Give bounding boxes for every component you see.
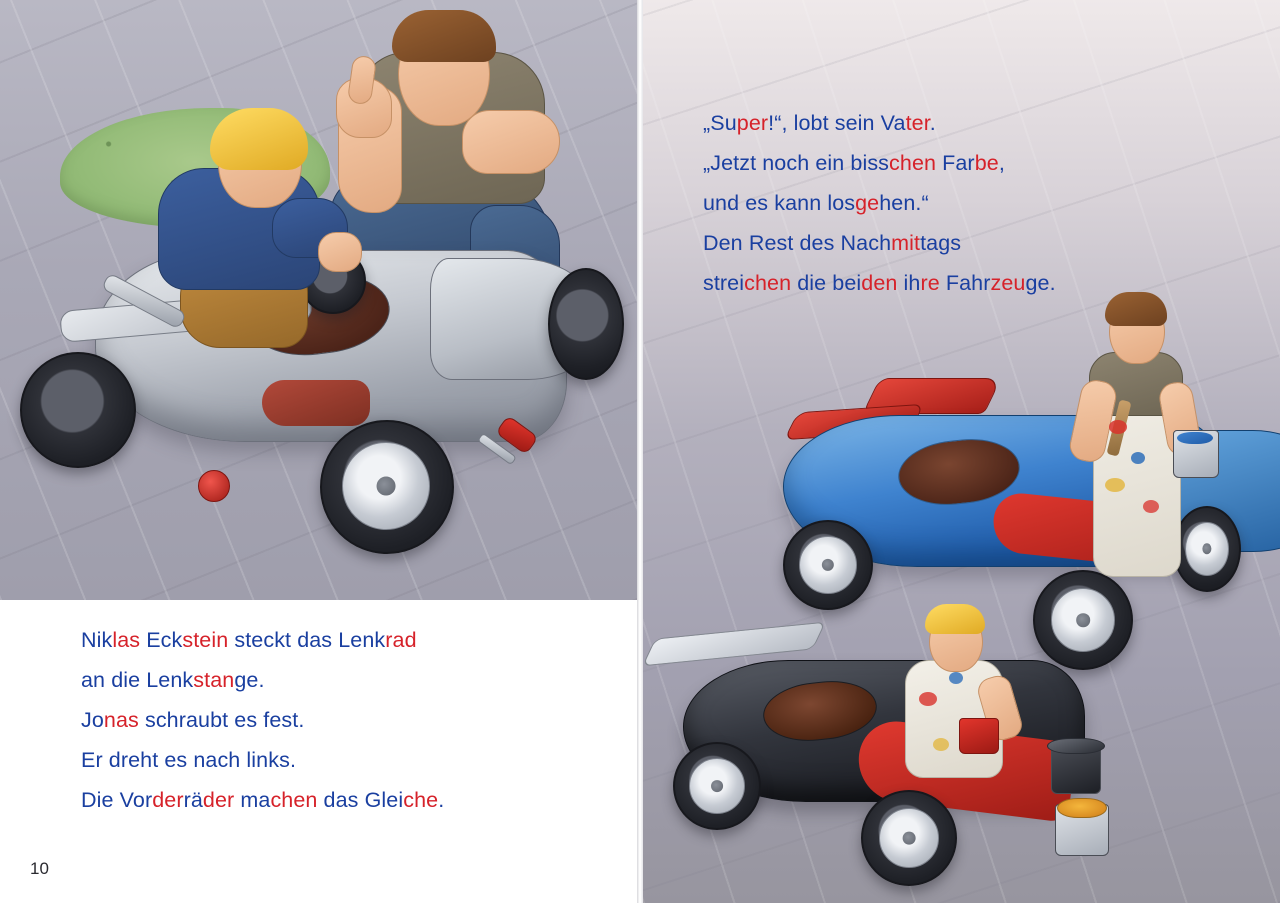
boy-painter-hair <box>925 604 985 634</box>
text-line: streichen die beiden ihre Fahrzeuge. <box>703 271 1056 295</box>
paint-splatter <box>1105 478 1125 492</box>
blue-car-hubcap-front-left <box>1051 588 1115 652</box>
paint-splatter <box>1109 420 1127 434</box>
paint-splatter <box>1143 500 1159 513</box>
father-hair <box>392 10 496 62</box>
soapbox-wheel-rear-left <box>20 352 136 468</box>
paint-splatter <box>919 692 937 706</box>
illustration-boy-and-father-assembling-soapbox-car <box>0 0 637 600</box>
soapbox-car-red-light <box>198 470 230 502</box>
father-arm-left <box>462 110 560 174</box>
paint-splatter <box>949 672 963 684</box>
boy-hand <box>318 232 362 272</box>
soapbox-hubcap-front-left <box>342 442 430 530</box>
soapbox-wheel-front-right <box>548 268 624 380</box>
page-number-left: 10 <box>30 859 49 878</box>
book-gutter <box>637 0 643 903</box>
right-page-text <box>703 103 1056 303</box>
text-line: „Super!“, lobt sein Vater. <box>703 111 936 135</box>
blue-car-hubcap-right <box>1185 522 1229 576</box>
text-line: „Jetzt noch ein bisschen Farbe, <box>703 151 1005 175</box>
black-car-hubcap-front-left <box>879 808 939 868</box>
paint-can-red-held <box>959 718 999 754</box>
paint-splatter <box>933 738 949 751</box>
illustration-father-and-son-painting-race-cars <box>643 0 1280 903</box>
text-line: Jonas schraubt es fest. <box>81 708 305 732</box>
left-page-text <box>81 620 444 820</box>
soapbox-car-seat <box>262 380 370 426</box>
father-painter-hair <box>1105 292 1167 326</box>
text-line: und es kann losgehen.“ <box>703 191 929 215</box>
paint-can-black-rim <box>1047 738 1105 754</box>
text-line: Er dreht es nach links. <box>81 748 297 772</box>
paint-can-orange-contents <box>1057 798 1107 818</box>
text-line: Niklas Eckstein steckt das Lenkrad <box>81 628 417 652</box>
black-car-hubcap-rear-left <box>689 758 745 814</box>
text-line: Den Rest des Nachmittags <box>703 231 962 255</box>
text-line: an die Lenkstange. <box>81 668 265 692</box>
paint-can-blue-contents <box>1177 432 1213 444</box>
text-line: Die Vorderräder machen das Gleiche. <box>81 788 445 812</box>
paint-splatter <box>1131 452 1145 464</box>
blue-car-hubcap-rear-left <box>799 536 857 594</box>
boy-hair <box>210 108 308 170</box>
